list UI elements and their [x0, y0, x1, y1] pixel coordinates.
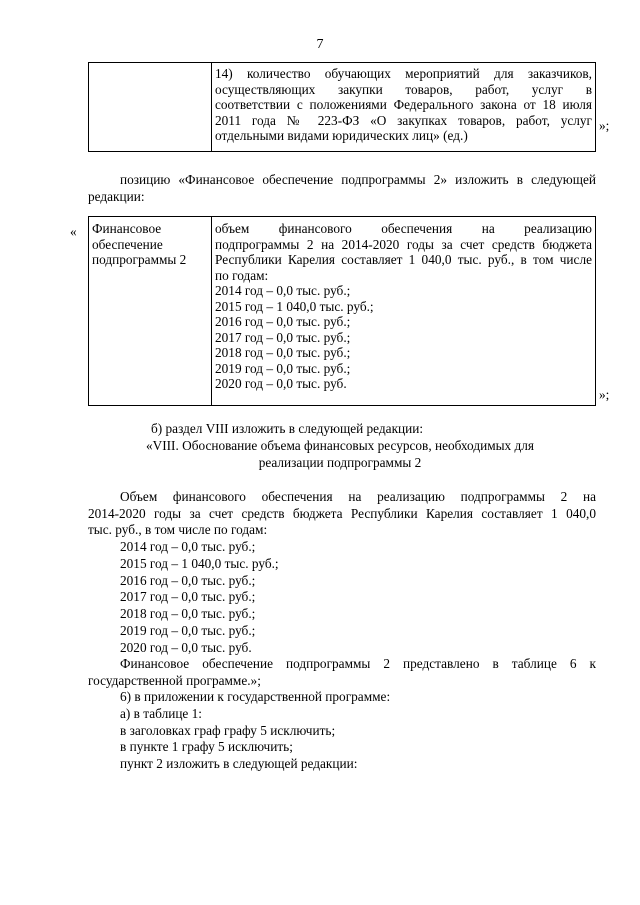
tail-item: пункт 2 изложить в следующей редакции: [120, 756, 358, 772]
table2-close-mark: »; [599, 387, 610, 402]
indicator-line: осуществляющих закупки товаров, работ, услуг в [215, 81, 592, 97]
page-number: 7 [316, 37, 324, 52]
financing-year-line: 2016 год – 0,0 тыс. руб.; [215, 314, 351, 329]
indicator-line: соответствии с положениями Федерального закона от 18 июля [215, 97, 592, 112]
financing-year-line: 2017 год – 0,0 тыс. руб.; [215, 329, 351, 345]
financing-year-line: 2018 год – 0,0 тыс. руб.; [215, 345, 351, 360]
indicator-line: отдельными видами юридических лиц» (ед.) [215, 128, 468, 143]
years-list [120, 539, 279, 657]
para2-line: Финансовое обеспечение подпрограммы 2 представлено в таблице 6 к [120, 656, 596, 671]
intro-line: редакции: [88, 189, 145, 204]
tail-item: 6) в приложении к государственной программе: [120, 689, 391, 704]
financing-line: по годам: [215, 267, 269, 283]
financing-label-line: Финансовое [92, 221, 162, 236]
financing-line: объем финансового обеспечения на реализацию [215, 221, 592, 236]
para1-line: 2014-2020 годы за счет средств бюджета Республики Карелия составляет 1 040,0 [88, 506, 596, 521]
year-item: 2020 год – 0,0 тыс. руб. [120, 639, 252, 655]
section-b-heading: б) раздел VIII изложить в следующей редакции: [151, 421, 424, 436]
financing-label-line: подпрограммы 2 [92, 252, 187, 267]
financing-value-cell [212, 217, 596, 406]
financing-year-line: 2019 год – 0,0 тыс. руб.; [215, 360, 351, 376]
financing-line: подпрограммы 2 на 2014-2020 годы за счет средств бюджета [215, 236, 592, 252]
tail-item: в заголовках граф графу 5 исключить; [120, 722, 336, 738]
para1-line: тыс. руб., в том числе по годам: [88, 522, 268, 537]
indicator-table-empty-cell [89, 63, 212, 152]
tail-item: а) в таблице 1: [120, 705, 203, 721]
year-item: 2018 год – 0,0 тыс. руб.; [120, 606, 256, 622]
financing-year-line: 2014 год – 0,0 тыс. руб.; [215, 283, 351, 298]
financing-label-line: обеспечение [92, 236, 163, 252]
indicator-line: 2011 года № 223-ФЗ «О закупках товаров, работ, услуг [215, 112, 592, 128]
financing-year-line: 2015 год – 1 040,0 тыс. руб.; [215, 298, 374, 314]
year-item: 2017 год – 0,0 тыс. руб.; [120, 589, 256, 605]
section-title-line: «VIII. Обоснование объема финансовых ресурсов, необходимых для [145, 438, 535, 453]
indicator-table [88, 62, 596, 152]
section-title-line: реализации подпрограммы 2 [258, 455, 422, 470]
indicator-table-text-cell [212, 63, 596, 152]
para1-line: Объем финансового обеспечения на реализацию подпрограммы 2 на [120, 489, 596, 504]
table2-open-mark: « [70, 224, 77, 239]
intro-line: позицию «Финансовое обеспечение подпрограммы 2» изложить в следующей [120, 172, 596, 187]
year-item: 2016 год – 0,0 тыс. руб.; [120, 572, 256, 588]
table1-close-mark: »; [599, 118, 610, 133]
section-title [120, 437, 560, 471]
para2-line: государственной программе.»; [88, 673, 261, 688]
tail-item: в пункте 1 графу 5 исключить; [120, 739, 293, 755]
year-item: 2014 год – 0,0 тыс. руб.; [120, 539, 256, 554]
year-item: 2015 год – 1 040,0 тыс. руб.; [120, 555, 279, 571]
financing-label-cell [89, 217, 212, 406]
indicator-line: 14) количество обучающих мероприятий для заказчиков, [215, 66, 592, 81]
financing-line: Республики Карелия составляет 1 040,0 тыс. руб., в том числе [215, 252, 592, 267]
year-item: 2019 год – 0,0 тыс. руб.; [120, 622, 256, 638]
tail-list [120, 689, 390, 773]
financing-year-line: 2020 год – 0,0 тыс. руб. [215, 376, 347, 391]
financing-table [88, 216, 596, 406]
